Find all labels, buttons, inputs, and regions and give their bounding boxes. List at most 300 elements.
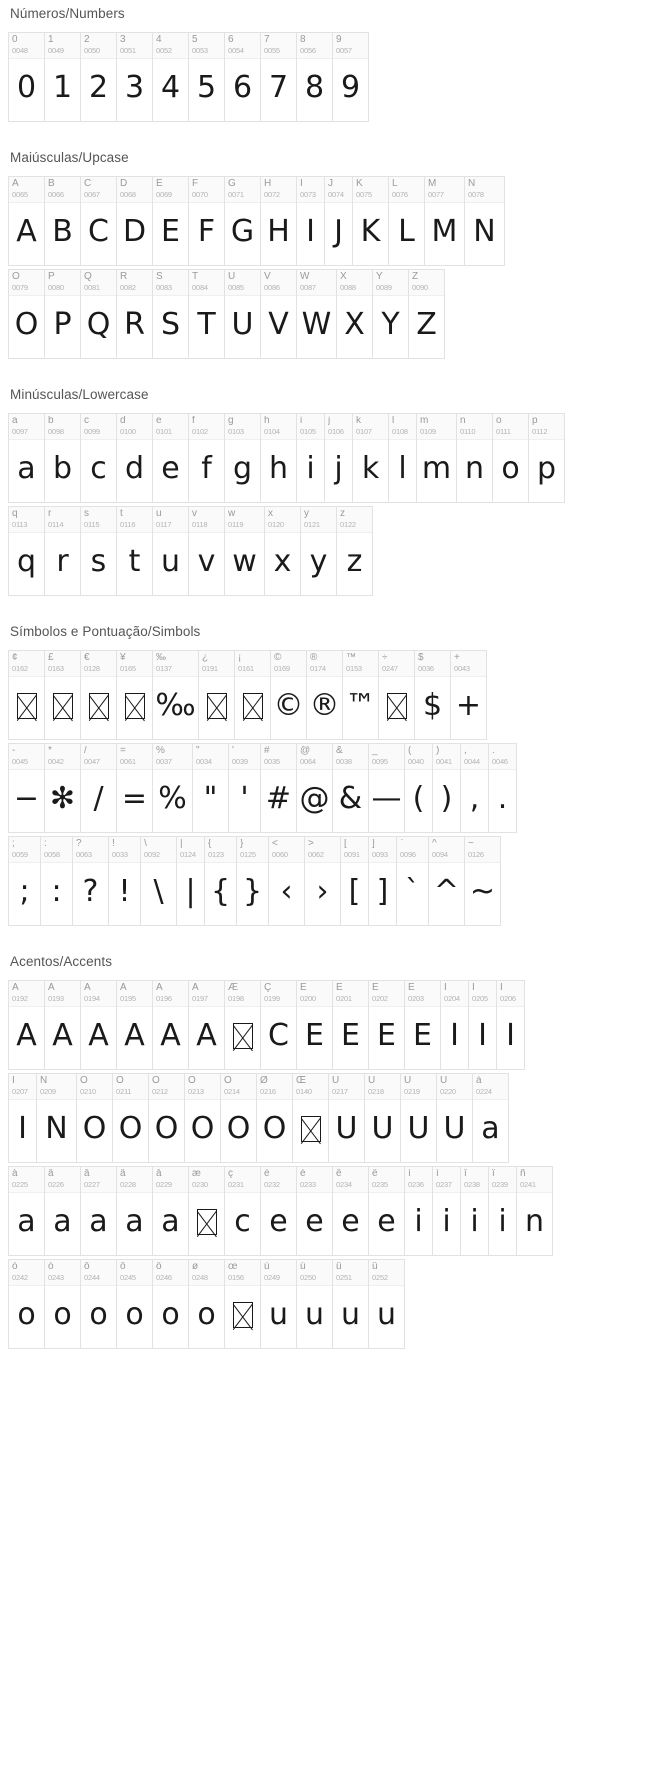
glyph-code-label: 0239 — [492, 1181, 508, 1189]
glyph-cell[interactable] — [81, 651, 117, 740]
glyph-cell[interactable] — [45, 33, 81, 122]
glyph-preview: H — [267, 214, 290, 249]
glyph-cell[interactable] — [257, 1074, 293, 1163]
glyph-character-label: ¿ — [202, 653, 209, 663]
glyph-cell-header — [45, 507, 80, 533]
glyph-cell[interactable] — [261, 981, 297, 1070]
glyph-cell-header — [81, 744, 116, 770]
glyph-preview: ‹ — [280, 874, 293, 909]
glyph-row-block — [8, 269, 445, 359]
glyph-character-label: C — [84, 179, 92, 189]
glyph-character-label: W — [300, 272, 310, 282]
glyph-cell[interactable] — [261, 177, 297, 266]
glyph-code-label: 0209 — [40, 1088, 56, 1096]
glyph-code-label: 0079 — [12, 284, 28, 292]
glyph-preview: R — [124, 307, 145, 342]
glyph-cell-header — [189, 414, 224, 440]
glyph-code-label: 0037 — [156, 758, 172, 766]
glyph-code-label: 0043 — [454, 665, 470, 673]
glyph-character-label: w — [228, 509, 236, 519]
glyph-cell-header — [409, 270, 444, 296]
glyph-preview: P — [53, 307, 72, 342]
glyph-cell[interactable] — [189, 507, 225, 596]
glyph-cell[interactable] — [353, 414, 389, 503]
glyph-character-label: Û — [404, 1076, 412, 1086]
glyph-cell[interactable] — [225, 33, 261, 122]
glyph-cell-header — [305, 837, 340, 863]
glyph-cell[interactable] — [297, 270, 337, 359]
glyph-preview: t — [128, 544, 141, 579]
glyph-cell[interactable] — [401, 1074, 437, 1163]
glyph-cell[interactable] — [333, 1260, 369, 1349]
glyph-cell-header — [225, 414, 260, 440]
glyph-cell[interactable] — [343, 651, 379, 740]
glyph-cell-header — [81, 1260, 116, 1286]
glyph-cell-header — [369, 1260, 404, 1286]
glyph-character-label: æ — [192, 1169, 201, 1179]
glyph-preview: ' — [240, 781, 249, 816]
glyph-code-label: 0076 — [392, 191, 408, 199]
glyph-character-label: & — [336, 746, 343, 756]
glyph-cell[interactable] — [389, 177, 425, 266]
glyph-preview: Q — [86, 307, 111, 342]
glyph-row-block — [8, 176, 505, 266]
glyph-cell-header — [45, 414, 80, 440]
glyph-preview — [117, 677, 152, 739]
glyph-preview: e — [377, 1204, 396, 1239]
glyph-cell[interactable] — [337, 270, 373, 359]
glyph-cell[interactable] — [297, 33, 333, 122]
glyph-section — [0, 0, 661, 144]
glyph-cell[interactable] — [271, 651, 307, 740]
glyph-character-label: œ — [228, 1262, 238, 1272]
glyph-cell[interactable] — [193, 744, 229, 833]
glyph-cell[interactable] — [9, 744, 45, 833]
glyph-cell[interactable] — [325, 177, 353, 266]
glyph-cell[interactable] — [365, 1074, 401, 1163]
glyph-cell[interactable] — [45, 414, 81, 503]
glyph-cell[interactable] — [45, 744, 81, 833]
glyph-cell[interactable] — [297, 1260, 333, 1349]
glyph-cell[interactable] — [117, 177, 153, 266]
glyph-cell[interactable] — [189, 33, 225, 122]
glyph-cell[interactable] — [45, 1167, 81, 1256]
glyph-code-label: 0249 — [264, 1274, 280, 1282]
glyph-cell[interactable] — [117, 414, 153, 503]
glyph-cell[interactable] — [81, 744, 117, 833]
glyph-code-label: 0161 — [238, 665, 254, 673]
glyph-cell[interactable] — [117, 33, 153, 122]
glyph-cell[interactable] — [305, 837, 341, 926]
glyph-code-label: 0197 — [192, 995, 208, 1003]
glyph-preview: ? — [82, 874, 99, 909]
glyph-preview: } — [242, 874, 263, 909]
glyph-cell[interactable] — [225, 177, 261, 266]
glyph-code-label: 0066 — [48, 191, 64, 199]
glyph-cell[interactable] — [177, 837, 205, 926]
glyph-cell[interactable] — [389, 414, 417, 503]
glyph-cell[interactable] — [229, 744, 261, 833]
glyph-cell[interactable] — [9, 651, 45, 740]
glyph-cell[interactable] — [437, 1074, 473, 1163]
glyph-preview: a — [481, 1111, 500, 1146]
glyph-code-label: 0111 — [496, 428, 511, 436]
glyph-cell[interactable] — [41, 837, 73, 926]
glyph-character-label: à — [476, 1076, 482, 1086]
glyph-preview: o — [161, 1297, 180, 1332]
glyph-cell-header — [261, 33, 296, 59]
glyph-character-label: f — [192, 416, 195, 426]
glyph-character-label: ^ — [432, 839, 437, 849]
glyph-cell[interactable] — [225, 1260, 261, 1349]
glyph-cell[interactable] — [465, 837, 501, 926]
glyph-cell[interactable] — [117, 651, 153, 740]
glyph-cell[interactable] — [369, 981, 405, 1070]
glyph-character-label: q — [12, 509, 18, 519]
glyph-cell[interactable] — [457, 414, 493, 503]
glyph-cell[interactable] — [45, 1260, 81, 1349]
glyph-preview: e — [305, 1204, 324, 1239]
glyph-preview: a — [89, 1204, 108, 1239]
glyph-cell-header — [117, 1260, 152, 1286]
glyph-cell[interactable] — [9, 177, 45, 266]
glyph-cell[interactable] — [117, 744, 153, 833]
glyph-cell[interactable] — [461, 1167, 489, 1256]
glyph-cell[interactable] — [373, 270, 409, 359]
glyph-preview: + — [455, 688, 482, 723]
glyph-cell[interactable] — [301, 507, 337, 596]
glyph-cell[interactable] — [261, 1167, 297, 1256]
glyph-cell[interactable] — [379, 651, 415, 740]
glyph-cell[interactable] — [369, 1167, 405, 1256]
glyph-cell-header — [297, 744, 332, 770]
glyph-code-label: 0191 — [202, 665, 218, 673]
glyph-character-label: î — [464, 1169, 467, 1179]
glyph-character-label: Â — [84, 983, 91, 993]
glyph-cell[interactable] — [153, 744, 193, 833]
glyph-cell-header — [433, 1167, 460, 1193]
glyph-cell[interactable] — [117, 507, 153, 596]
glyph-cell[interactable] — [153, 177, 189, 266]
glyph-character-label: Ï — [12, 1076, 15, 1086]
glyph-cell[interactable] — [9, 1260, 45, 1349]
glyph-cell[interactable] — [297, 1167, 333, 1256]
glyph-cell[interactable] — [293, 1074, 329, 1163]
glyph-cell[interactable] — [497, 981, 525, 1070]
glyph-cell-header — [457, 414, 492, 440]
glyph-character-label: Q — [84, 272, 92, 282]
glyph-cell[interactable] — [297, 981, 333, 1070]
glyph-code-label: 0238 — [464, 1181, 480, 1189]
glyph-cell[interactable] — [113, 1074, 149, 1163]
glyph-cell[interactable] — [153, 507, 189, 596]
glyph-code-label: 0153 — [346, 665, 362, 673]
glyph-cell[interactable] — [429, 837, 465, 926]
glyph-cell[interactable] — [117, 981, 153, 1070]
glyph-character-label: Ç — [264, 983, 272, 993]
glyph-code-label: 0119 — [228, 521, 244, 529]
glyph-cell[interactable] — [225, 414, 261, 503]
glyph-code-label: 0035 — [264, 758, 280, 766]
glyph-cell[interactable] — [153, 1260, 189, 1349]
glyph-cell-header — [497, 981, 524, 1007]
glyph-cell[interactable] — [9, 1074, 37, 1163]
glyph-cell[interactable] — [189, 1167, 225, 1256]
glyph-cell[interactable] — [153, 981, 189, 1070]
glyph-preview: e — [269, 1204, 288, 1239]
glyph-cell[interactable] — [117, 270, 153, 359]
glyph-character-label: ~ — [468, 839, 474, 849]
glyph-cell[interactable] — [333, 981, 369, 1070]
glyph-preview: # — [265, 781, 292, 816]
glyph-cell[interactable] — [333, 744, 369, 833]
glyph-cell[interactable] — [465, 177, 505, 266]
glyph-preview: 8 — [304, 70, 325, 105]
glyph-cell[interactable] — [433, 1167, 461, 1256]
glyph-cell[interactable] — [425, 177, 465, 266]
glyph-cell[interactable] — [451, 651, 487, 740]
glyph-character-label: ò — [12, 1262, 18, 1272]
glyph-cell[interactable] — [261, 414, 297, 503]
glyph-cell[interactable] — [369, 837, 397, 926]
glyph-cell-header — [261, 981, 296, 1007]
notdef-box-icon — [233, 1302, 253, 1328]
glyph-cell[interactable] — [141, 837, 177, 926]
glyph-cell[interactable] — [9, 1167, 45, 1256]
glyph-preview: M — [431, 214, 458, 249]
glyph-cell[interactable] — [261, 744, 297, 833]
glyph-preview: I — [18, 1111, 27, 1146]
glyph-cell[interactable] — [329, 1074, 365, 1163]
glyph-cell[interactable] — [153, 33, 189, 122]
glyph-cell-header — [469, 981, 496, 1007]
glyph-cell[interactable] — [45, 177, 81, 266]
glyph-preview — [45, 677, 80, 739]
glyph-cell-header — [517, 1167, 552, 1193]
glyph-cell[interactable] — [109, 837, 141, 926]
glyph-cell-header — [529, 414, 564, 440]
glyph-cell[interactable] — [9, 507, 45, 596]
glyph-code-label: 0099 — [84, 428, 100, 436]
glyph-cell[interactable] — [405, 981, 441, 1070]
glyph-cell[interactable] — [9, 414, 45, 503]
glyph-row — [9, 1074, 509, 1163]
glyph-cell-header — [465, 837, 500, 863]
glyph-character-label: 0 — [12, 35, 18, 45]
glyph-character-label: è — [264, 1169, 270, 1179]
glyph-cell[interactable] — [225, 981, 261, 1070]
glyph-character-label: s — [84, 509, 89, 519]
glyph-cell[interactable] — [117, 1167, 153, 1256]
section-title: Acentos/Accents — [10, 954, 113, 969]
glyph-cell[interactable] — [297, 414, 325, 503]
notdef-box-icon — [207, 693, 227, 719]
glyph-cell-header — [225, 1260, 260, 1286]
glyph-code-label: 0203 — [408, 995, 424, 1003]
glyph-cell[interactable] — [199, 651, 235, 740]
glyph-cell[interactable] — [81, 177, 117, 266]
glyph-cell[interactable] — [405, 1167, 433, 1256]
glyph-cell[interactable] — [153, 414, 189, 503]
section-spacer — [0, 122, 661, 144]
glyph-preview: g — [232, 451, 253, 486]
glyph-cell[interactable] — [297, 744, 333, 833]
glyph-cell[interactable] — [261, 270, 297, 359]
glyph-preview — [199, 677, 234, 739]
glyph-cell-header — [9, 270, 44, 296]
glyph-cell[interactable] — [45, 981, 81, 1070]
glyph-cell[interactable] — [9, 981, 45, 1070]
glyph-preview: c — [234, 1204, 251, 1239]
glyph-code-label: 0156 — [228, 1274, 244, 1282]
glyph-cell[interactable] — [81, 414, 117, 503]
glyph-cell[interactable] — [149, 1074, 185, 1163]
glyph-cell-header — [493, 414, 528, 440]
glyph-code-label: 0098 — [48, 428, 64, 436]
glyph-code-label: 0248 — [192, 1274, 208, 1282]
glyph-cell[interactable] — [81, 270, 117, 359]
glyph-cell[interactable] — [433, 744, 461, 833]
glyph-preview — [81, 677, 116, 739]
glyph-code-label: 0225 — [12, 1181, 28, 1189]
glyph-cell-header — [235, 651, 270, 677]
glyph-cell[interactable] — [225, 270, 261, 359]
glyph-cell[interactable] — [261, 1260, 297, 1349]
glyph-cell[interactable] — [333, 33, 369, 122]
glyph-cell[interactable] — [45, 651, 81, 740]
glyph-character-label: X — [340, 272, 347, 282]
glyph-code-label: 0060 — [272, 851, 288, 859]
glyph-cell[interactable] — [415, 651, 451, 740]
glyph-character-label: > — [308, 839, 314, 849]
glyph-code-label: 0246 — [156, 1274, 172, 1282]
glyph-preview: 7 — [268, 70, 289, 105]
glyph-cell[interactable] — [461, 744, 489, 833]
glyph-cell[interactable] — [81, 33, 117, 122]
glyph-cell[interactable] — [325, 414, 353, 503]
glyph-cell[interactable] — [405, 744, 433, 833]
glyph-cell[interactable] — [489, 1167, 517, 1256]
glyph-code-label: 0214 — [224, 1088, 240, 1096]
glyph-cell[interactable] — [117, 1260, 153, 1349]
glyph-preview: 9 — [340, 70, 361, 105]
glyph-cell[interactable] — [205, 837, 237, 926]
glyph-cell[interactable] — [307, 651, 343, 740]
glyph-cell[interactable] — [441, 981, 469, 1070]
glyph-cell-header — [465, 177, 504, 203]
glyph-cell[interactable] — [261, 33, 297, 122]
glyph-cell[interactable] — [189, 981, 225, 1070]
glyph-cell[interactable] — [45, 507, 81, 596]
glyph-cell-header — [405, 744, 432, 770]
glyph-preview: O — [262, 1111, 287, 1146]
glyph-cell[interactable] — [189, 1260, 225, 1349]
glyph-cell[interactable] — [529, 414, 565, 503]
glyph-character-label: Y — [376, 272, 383, 282]
glyph-cell[interactable] — [269, 837, 305, 926]
glyph-cell[interactable] — [225, 507, 265, 596]
glyph-character-label: ™ — [346, 653, 356, 663]
glyph-cell-header — [405, 981, 440, 1007]
glyph-character-label: © — [274, 653, 282, 663]
glyph-cell[interactable] — [153, 270, 189, 359]
glyph-preview: I — [306, 214, 315, 249]
glyph-code-label: 0252 — [372, 1274, 388, 1282]
glyph-cell[interactable] — [417, 414, 457, 503]
glyph-cell[interactable] — [341, 837, 369, 926]
glyph-cell-header — [117, 33, 152, 59]
glyph-cell[interactable] — [9, 837, 41, 926]
glyph-cell[interactable] — [9, 270, 45, 359]
glyph-cell[interactable] — [409, 270, 445, 359]
glyph-character-label: y — [304, 509, 309, 519]
glyph-character-label: r — [48, 509, 52, 519]
glyph-cell[interactable] — [353, 177, 389, 266]
glyph-cell[interactable] — [517, 1167, 553, 1256]
glyph-cell[interactable] — [81, 1260, 117, 1349]
glyph-cell[interactable] — [81, 981, 117, 1070]
glyph-code-label: 0054 — [228, 47, 244, 55]
glyph-code-label: 0065 — [12, 191, 28, 199]
glyph-code-label: 0102 — [192, 428, 208, 436]
glyph-cell[interactable] — [235, 651, 271, 740]
glyph-cell[interactable] — [265, 507, 301, 596]
glyph-cell[interactable] — [153, 651, 199, 740]
glyph-cell-header — [117, 270, 152, 296]
glyph-character-label: % — [156, 746, 165, 756]
notdef-box-icon — [17, 693, 37, 719]
glyph-cell[interactable] — [189, 414, 225, 503]
glyph-code-label: 0093 — [372, 851, 388, 859]
glyph-cell[interactable] — [73, 837, 109, 926]
glyph-cell[interactable] — [469, 981, 497, 1070]
glyph-cell[interactable] — [473, 1074, 509, 1163]
glyph-code-label: 0096 — [400, 851, 416, 859]
glyph-character-label: E — [156, 179, 163, 189]
glyph-cell[interactable] — [185, 1074, 221, 1163]
glyph-cell[interactable] — [489, 744, 517, 833]
glyph-cell[interactable] — [81, 1167, 117, 1256]
glyph-preview — [225, 1007, 260, 1069]
glyph-row-block — [8, 650, 487, 740]
glyph-cell[interactable] — [153, 1167, 189, 1256]
glyph-cell[interactable] — [189, 177, 225, 266]
glyph-cell-header — [325, 414, 352, 440]
glyph-cell[interactable] — [189, 270, 225, 359]
glyph-cell[interactable] — [9, 33, 45, 122]
glyph-preview: " — [203, 781, 218, 816]
glyph-cell[interactable] — [237, 837, 269, 926]
glyph-cell[interactable] — [493, 414, 529, 503]
glyph-character-label: i — [300, 416, 303, 426]
glyph-cell[interactable] — [37, 1074, 77, 1163]
glyph-cell[interactable] — [397, 837, 429, 926]
glyph-character-label: ë — [372, 1169, 378, 1179]
glyph-cell[interactable] — [225, 1167, 261, 1256]
glyph-cell-header — [9, 177, 44, 203]
glyph-cell[interactable] — [337, 507, 373, 596]
glyph-code-label: 0049 — [48, 47, 64, 55]
glyph-cell[interactable] — [81, 507, 117, 596]
glyph-cell[interactable] — [369, 744, 405, 833]
glyph-cell[interactable] — [333, 1167, 369, 1256]
glyph-cell[interactable] — [77, 1074, 113, 1163]
glyph-character-label: / — [84, 746, 87, 756]
glyph-cell[interactable] — [369, 1260, 405, 1349]
glyph-cell[interactable] — [297, 177, 325, 266]
glyph-cell[interactable] — [221, 1074, 257, 1163]
glyph-cell[interactable] — [45, 270, 81, 359]
